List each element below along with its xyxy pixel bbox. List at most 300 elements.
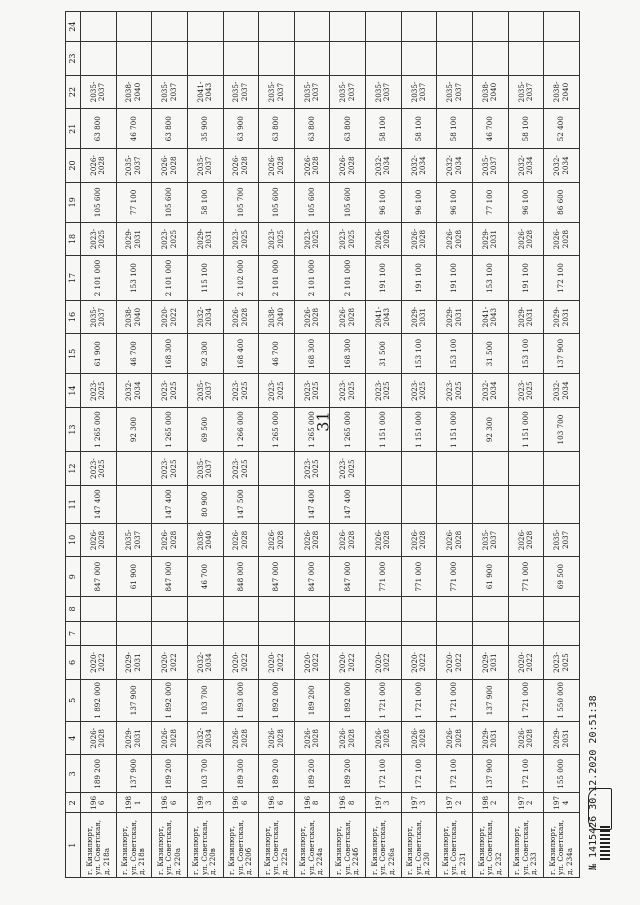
table-cell bbox=[437, 621, 473, 646]
table-cell: 2026-2028 bbox=[294, 149, 330, 182]
register-table bbox=[65, 11, 580, 878]
table-cell bbox=[152, 42, 188, 75]
table-cell bbox=[366, 12, 402, 42]
table-cell bbox=[330, 597, 366, 622]
table-cell bbox=[187, 597, 223, 622]
column-header: 22 bbox=[66, 75, 81, 108]
table-cell bbox=[401, 621, 437, 646]
table-cell bbox=[152, 597, 188, 622]
table-cell: 2032-2034 bbox=[473, 374, 509, 407]
table-cell: 2029-2031 bbox=[544, 722, 580, 755]
table-row bbox=[401, 12, 437, 878]
table-cell: 847 000 bbox=[294, 557, 330, 597]
table-cell: 771 000 bbox=[401, 557, 437, 597]
table-cell: 2026-2028 bbox=[259, 523, 295, 556]
table-cell: 2023-2025 bbox=[152, 374, 188, 407]
table-cell: 2023-2025 bbox=[259, 374, 295, 407]
table-cell: 1966 bbox=[259, 793, 295, 813]
table-cell: 58 100 bbox=[437, 109, 473, 149]
table-cell: 61 900 bbox=[81, 334, 117, 374]
table-cell: 1 151 000 bbox=[437, 407, 473, 452]
table-cell: 1968 bbox=[330, 793, 366, 813]
table-cell: 153 100 bbox=[473, 256, 509, 301]
address-cell: г. Кизилюрт, ул. Советская, д. 220в bbox=[187, 813, 223, 878]
table-body bbox=[81, 12, 580, 878]
table-cell bbox=[508, 597, 544, 622]
table-cell: 2041-2043 bbox=[366, 300, 402, 333]
table-row bbox=[116, 12, 152, 878]
table-cell: 96 100 bbox=[437, 182, 473, 222]
table-cell bbox=[259, 621, 295, 646]
table-cell: 2026-2028 bbox=[544, 222, 580, 255]
table-cell: 31 500 bbox=[366, 334, 402, 374]
column-header: 21 bbox=[66, 109, 81, 149]
table-cell bbox=[366, 485, 402, 523]
table-cell: 1993 bbox=[187, 793, 223, 813]
table-cell: 2023-2025 bbox=[223, 374, 259, 407]
table-cell: 2026-2028 bbox=[223, 300, 259, 333]
table-cell bbox=[187, 621, 223, 646]
table-cell bbox=[544, 42, 580, 75]
table-cell: 1982 bbox=[473, 793, 509, 813]
table-cell bbox=[437, 597, 473, 622]
table-cell: 1966 bbox=[152, 793, 188, 813]
table-cell: 147 400 bbox=[81, 485, 117, 523]
table-row bbox=[223, 12, 259, 878]
table-cell: 168 300 bbox=[152, 334, 188, 374]
table-cell bbox=[259, 42, 295, 75]
table-cell: 137 900 bbox=[116, 679, 152, 721]
table-cell: 1973 bbox=[401, 793, 437, 813]
table-cell bbox=[116, 12, 152, 42]
table-cell bbox=[544, 621, 580, 646]
column-header: 23 bbox=[66, 42, 81, 75]
table-cell: 147 400 bbox=[330, 485, 366, 523]
table-row bbox=[259, 12, 295, 878]
table-cell: 2 101 000 bbox=[259, 256, 295, 301]
table-cell: 1 893 000 bbox=[223, 679, 259, 721]
column-header: 20 bbox=[66, 149, 81, 182]
table-cell: 2020-2022 bbox=[330, 646, 366, 679]
table-cell: 153 100 bbox=[401, 334, 437, 374]
column-header: 2 bbox=[66, 793, 81, 813]
address-cell: г. Кизилюрт, ул. Советская, д. 218в bbox=[116, 813, 152, 878]
table-cell: 847 000 bbox=[152, 557, 188, 597]
table-cell bbox=[437, 42, 473, 75]
column-header: 4 bbox=[66, 722, 81, 755]
table-cell: 1 892 000 bbox=[259, 679, 295, 721]
table-cell: 103 700 bbox=[544, 407, 580, 452]
table-cell: 61 900 bbox=[473, 557, 509, 597]
table-cell: 191 100 bbox=[437, 256, 473, 301]
table-cell: 2032-2034 bbox=[116, 374, 152, 407]
table-cell: 2020-2022 bbox=[81, 646, 117, 679]
table-cell: 189 200 bbox=[81, 755, 117, 793]
table-cell: 2041-2043 bbox=[187, 75, 223, 108]
table-cell: 105 600 bbox=[81, 182, 117, 222]
table-row bbox=[152, 12, 188, 878]
column-header: 8 bbox=[66, 597, 81, 622]
table-cell: 69 500 bbox=[187, 407, 223, 452]
table-cell bbox=[223, 597, 259, 622]
table-cell: 2026-2028 bbox=[223, 722, 259, 755]
table-cell: 35 900 bbox=[187, 109, 223, 149]
table-cell: 2 101 000 bbox=[152, 256, 188, 301]
table-cell: 1 892 000 bbox=[330, 679, 366, 721]
table-cell: 115 100 bbox=[187, 256, 223, 301]
table-cell: 2023-2025 bbox=[294, 222, 330, 255]
address-cell: г. Кизилюрт, ул. Советская, д. 234а bbox=[544, 813, 580, 878]
table-cell: 2035-2037 bbox=[152, 75, 188, 108]
table-cell: 147 500 bbox=[223, 485, 259, 523]
column-header: 6 bbox=[66, 646, 81, 679]
column-header: 14 bbox=[66, 374, 81, 407]
table-cell: 172 100 bbox=[437, 755, 473, 793]
table-cell: 1 721 000 bbox=[437, 679, 473, 721]
table-cell bbox=[473, 597, 509, 622]
table-cell bbox=[544, 485, 580, 523]
table-cell bbox=[508, 12, 544, 42]
table-cell: 2038-2040 bbox=[116, 300, 152, 333]
address-cell: г. Кизилюрт, ул. Советская, д. 230 bbox=[401, 813, 437, 878]
table-cell bbox=[81, 42, 117, 75]
table-cell: 2020-2022 bbox=[366, 646, 402, 679]
table-cell: 1966 bbox=[81, 793, 117, 813]
table-cell: 189 200 bbox=[330, 755, 366, 793]
table-cell: 191 100 bbox=[401, 256, 437, 301]
table-cell: 2032-2034 bbox=[544, 374, 580, 407]
table-cell bbox=[223, 12, 259, 42]
table-cell: 2020-2022 bbox=[152, 300, 188, 333]
column-header: 1 bbox=[66, 813, 81, 878]
table-cell bbox=[294, 42, 330, 75]
table-cell bbox=[116, 621, 152, 646]
table-cell: 96 100 bbox=[401, 182, 437, 222]
table-cell bbox=[330, 621, 366, 646]
table-cell bbox=[366, 597, 402, 622]
table-cell bbox=[116, 485, 152, 523]
table-cell: 2035-2037 bbox=[223, 75, 259, 108]
table-cell: 2023-2025 bbox=[152, 452, 188, 485]
address-cell: г. Кизилюрт, ул. Советская, д. 220а bbox=[152, 813, 188, 878]
table-cell: 2035-2037 bbox=[473, 523, 509, 556]
table-cell: 1 151 000 bbox=[508, 407, 544, 452]
table-cell: 2023-2025 bbox=[401, 374, 437, 407]
table-cell: 1972 bbox=[437, 793, 473, 813]
table-cell: 168 400 bbox=[223, 334, 259, 374]
table-cell: 137 900 bbox=[116, 755, 152, 793]
table-cell: 2026-2028 bbox=[152, 722, 188, 755]
column-header: 7 bbox=[66, 621, 81, 646]
table-cell: 2023-2025 bbox=[437, 374, 473, 407]
table-cell: 1 265 000 bbox=[152, 407, 188, 452]
table-cell: 92 300 bbox=[187, 334, 223, 374]
table-cell: 2035-2037 bbox=[259, 75, 295, 108]
table-cell: 105 600 bbox=[330, 182, 366, 222]
table-cell: 1974 bbox=[544, 793, 580, 813]
table-cell bbox=[259, 485, 295, 523]
table-cell: 2023-2025 bbox=[330, 222, 366, 255]
table-cell: 2026-2028 bbox=[401, 523, 437, 556]
table-cell: 2035-2037 bbox=[116, 523, 152, 556]
table-cell: 1 265 000 bbox=[330, 407, 366, 452]
table-cell: 2 101 000 bbox=[330, 256, 366, 301]
table-cell: 2035-2037 bbox=[437, 75, 473, 108]
table-cell: 103 700 bbox=[187, 755, 223, 793]
address-cell: г. Кизилюрт, ул. Советская, д. 224б bbox=[330, 813, 366, 878]
table-cell bbox=[330, 42, 366, 75]
table-cell: 168 300 bbox=[330, 334, 366, 374]
table-cell: 2035-2037 bbox=[330, 75, 366, 108]
table-cell: 1 265 000 bbox=[81, 407, 117, 452]
table-cell: 2032-2034 bbox=[366, 149, 402, 182]
table-cell: 2020-2022 bbox=[294, 646, 330, 679]
table-cell: 2038-2040 bbox=[187, 523, 223, 556]
table-row bbox=[330, 12, 366, 878]
table-cell: 2029-2031 bbox=[437, 300, 473, 333]
table-cell: 2026-2028 bbox=[437, 222, 473, 255]
table-cell: 77 100 bbox=[473, 182, 509, 222]
table-cell: 153 100 bbox=[116, 256, 152, 301]
table-cell: 2023-2025 bbox=[152, 222, 188, 255]
table-cell: 2032-2034 bbox=[187, 300, 223, 333]
table-cell: 2026-2028 bbox=[294, 523, 330, 556]
table-cell: 58 100 bbox=[366, 109, 402, 149]
table-cell: 2023-2025 bbox=[294, 452, 330, 485]
table-cell: 2023-2025 bbox=[81, 452, 117, 485]
table-cell: 2026-2028 bbox=[401, 222, 437, 255]
table-cell: 2032-2034 bbox=[544, 149, 580, 182]
address-cell: г. Кизилюрт, ул. Советская, д. 220б bbox=[223, 813, 259, 878]
table-cell: 52 400 bbox=[544, 109, 580, 149]
column-header: 5 bbox=[66, 679, 81, 721]
address-cell: г. Кизилюрт, ул. Советская, д. 222а bbox=[259, 813, 295, 878]
table-cell: 2032-2034 bbox=[187, 722, 223, 755]
table-cell: 2026-2028 bbox=[330, 523, 366, 556]
table-cell: 2 101 000 bbox=[294, 256, 330, 301]
table-cell: 2032-2034 bbox=[187, 646, 223, 679]
table-cell bbox=[508, 452, 544, 485]
table-cell bbox=[294, 621, 330, 646]
address-cell: г. Кизилюрт, ул. Советская, д. 232 bbox=[473, 813, 509, 878]
table-cell: 2029-2031 bbox=[544, 300, 580, 333]
table-cell bbox=[81, 621, 117, 646]
table-cell: 63 800 bbox=[330, 109, 366, 149]
table-cell: 2020-2022 bbox=[223, 646, 259, 679]
column-header: 17 bbox=[66, 256, 81, 301]
table-cell: 2023-2025 bbox=[366, 374, 402, 407]
table-cell bbox=[401, 597, 437, 622]
table-cell: 1972 bbox=[508, 793, 544, 813]
table-cell: 86 600 bbox=[544, 182, 580, 222]
table-cell: 2035-2037 bbox=[116, 149, 152, 182]
table-cell bbox=[330, 12, 366, 42]
table-cell: 172 100 bbox=[508, 755, 544, 793]
table-cell bbox=[508, 621, 544, 646]
table-cell bbox=[366, 621, 402, 646]
table-cell: 2026-2028 bbox=[330, 722, 366, 755]
table-cell: 1 266 000 bbox=[223, 407, 259, 452]
table-cell: 61 900 bbox=[116, 557, 152, 597]
table-cell: 2023-2025 bbox=[259, 222, 295, 255]
table-cell: 2023-2025 bbox=[81, 222, 117, 255]
column-header: 15 bbox=[66, 334, 81, 374]
table-cell bbox=[259, 452, 295, 485]
table-cell: 172 100 bbox=[401, 755, 437, 793]
table-row bbox=[187, 12, 223, 878]
table-cell: 2026-2028 bbox=[330, 149, 366, 182]
table-cell: 2020-2022 bbox=[259, 646, 295, 679]
table-cell: 189 200 bbox=[259, 755, 295, 793]
table-row bbox=[508, 12, 544, 878]
address-cell: г. Кизилюрт, ул. Советская, д. 226а bbox=[366, 813, 402, 878]
table-row bbox=[544, 12, 580, 878]
table-cell: 2032-2034 bbox=[401, 149, 437, 182]
table-cell: 189 200 bbox=[294, 755, 330, 793]
table-cell: 1966 bbox=[223, 793, 259, 813]
table-cell: 771 000 bbox=[437, 557, 473, 597]
table-cell: 2029-2031 bbox=[116, 222, 152, 255]
table-cell: 2029-2031 bbox=[473, 222, 509, 255]
table-cell bbox=[366, 452, 402, 485]
table-cell: 189 300 bbox=[223, 755, 259, 793]
table-cell: 2026-2028 bbox=[366, 222, 402, 255]
table-cell bbox=[294, 597, 330, 622]
table-cell: 58 100 bbox=[401, 109, 437, 149]
table-cell: 847 000 bbox=[330, 557, 366, 597]
table-cell: 2026-2028 bbox=[152, 523, 188, 556]
table-cell: 2032-2034 bbox=[437, 149, 473, 182]
table-cell bbox=[81, 12, 117, 42]
table-cell bbox=[401, 485, 437, 523]
table-cell: 147 400 bbox=[152, 485, 188, 523]
table-cell: 2038-2040 bbox=[473, 75, 509, 108]
column-header: 18 bbox=[66, 222, 81, 255]
table-cell: 2035-2037 bbox=[187, 149, 223, 182]
table-cell bbox=[508, 485, 544, 523]
table-cell: 63 800 bbox=[152, 109, 188, 149]
table-cell: 1 265 000 bbox=[259, 407, 295, 452]
table-cell: 2023-2025 bbox=[223, 222, 259, 255]
table-cell: 2029-2031 bbox=[187, 222, 223, 255]
table-cell bbox=[152, 12, 188, 42]
table-cell bbox=[116, 452, 152, 485]
table-cell: 1 721 000 bbox=[366, 679, 402, 721]
table-cell: 2026-2028 bbox=[259, 722, 295, 755]
table-cell: 2023-2025 bbox=[508, 374, 544, 407]
table-cell: 2029-2031 bbox=[473, 722, 509, 755]
table-cell: 2029-2031 bbox=[116, 722, 152, 755]
table-cell: 92 300 bbox=[116, 407, 152, 452]
address-cell: г. Кизилюрт, ул. Советская, д. 224а bbox=[294, 813, 330, 878]
table-cell: 2026-2028 bbox=[81, 523, 117, 556]
table-row bbox=[81, 12, 117, 878]
table-cell: 63 900 bbox=[223, 109, 259, 149]
table-cell: 63 800 bbox=[259, 109, 295, 149]
table-cell: 2026-2028 bbox=[508, 523, 544, 556]
header-row bbox=[66, 12, 81, 878]
address-cell: г. Кизилюрт, ул. Советская, д. 231 bbox=[437, 813, 473, 878]
table-cell: 2029-2031 bbox=[473, 646, 509, 679]
table-cell: 2035-2037 bbox=[473, 149, 509, 182]
table-cell bbox=[223, 621, 259, 646]
table-row bbox=[473, 12, 509, 878]
address-cell: г. Кизилюрт, ул. Советская, д. 218а bbox=[81, 813, 117, 878]
column-header: 10 bbox=[66, 523, 81, 556]
table-cell: 46 700 bbox=[473, 109, 509, 149]
table-cell: 31 500 bbox=[473, 334, 509, 374]
column-header: 13 bbox=[66, 407, 81, 452]
table-cell: 2 102 000 bbox=[223, 256, 259, 301]
table-cell: 2035-2037 bbox=[544, 523, 580, 556]
table-cell: 1 265 000 bbox=[294, 407, 330, 452]
table-cell: 2026-2028 bbox=[330, 300, 366, 333]
table-cell: 1968 bbox=[294, 793, 330, 813]
table-cell: 2038-2040 bbox=[544, 75, 580, 108]
table-cell: 2020-2022 bbox=[401, 646, 437, 679]
table-cell bbox=[473, 42, 509, 75]
table-cell: 1 892 000 bbox=[81, 679, 117, 721]
table-cell: 2041-2043 bbox=[473, 300, 509, 333]
table-cell: 105 600 bbox=[152, 182, 188, 222]
table-cell: 2029-2031 bbox=[401, 300, 437, 333]
table-cell: 2026-2028 bbox=[401, 722, 437, 755]
table-cell: 137 900 bbox=[473, 679, 509, 721]
table-cell: 771 000 bbox=[366, 557, 402, 597]
table-cell: 103 700 bbox=[187, 679, 223, 721]
column-header: 11 bbox=[66, 485, 81, 523]
table-cell bbox=[187, 42, 223, 75]
table-cell: 2035-2037 bbox=[294, 75, 330, 108]
page-number: 31 bbox=[313, 411, 333, 432]
address-cell: г. Кизилюрт, ул. Советская, д. 233 bbox=[508, 813, 544, 878]
table-cell: 2038-2040 bbox=[259, 300, 295, 333]
table-cell bbox=[401, 452, 437, 485]
table-cell bbox=[544, 452, 580, 485]
table-cell: 2026-2028 bbox=[223, 149, 259, 182]
table-cell bbox=[437, 12, 473, 42]
column-header: 12 bbox=[66, 452, 81, 485]
table-cell: 1973 bbox=[366, 793, 402, 813]
table-cell: 2026-2028 bbox=[152, 149, 188, 182]
table-cell bbox=[473, 12, 509, 42]
table-cell: 2026-2028 bbox=[223, 523, 259, 556]
table-cell: 1 550 000 bbox=[544, 679, 580, 721]
table-cell: 2035-2037 bbox=[508, 75, 544, 108]
table-cell: 92 300 bbox=[473, 407, 509, 452]
table-cell: 2035-2037 bbox=[187, 374, 223, 407]
table-cell: 58 100 bbox=[187, 182, 223, 222]
table-cell: 1 151 000 bbox=[366, 407, 402, 452]
table-cell: 153 100 bbox=[508, 334, 544, 374]
table-cell: 63 800 bbox=[81, 109, 117, 149]
table-cell: 137 900 bbox=[473, 755, 509, 793]
table-cell: 46 700 bbox=[259, 334, 295, 374]
table-cell bbox=[473, 621, 509, 646]
table-cell: 155 000 bbox=[544, 755, 580, 793]
table-cell bbox=[187, 12, 223, 42]
table-cell: 2023-2025 bbox=[330, 374, 366, 407]
table-cell: 77 100 bbox=[116, 182, 152, 222]
table-cell: 105 700 bbox=[223, 182, 259, 222]
table-cell bbox=[366, 42, 402, 75]
table-cell: 105 600 bbox=[259, 182, 295, 222]
table-cell: 137 900 bbox=[544, 334, 580, 374]
table-cell: 2029-2031 bbox=[116, 646, 152, 679]
document-stamp: № 1415426 30.12.2020 20:51:38 bbox=[588, 695, 599, 870]
table-cell: 80 900 bbox=[187, 485, 223, 523]
table-cell: 2026-2028 bbox=[508, 222, 544, 255]
